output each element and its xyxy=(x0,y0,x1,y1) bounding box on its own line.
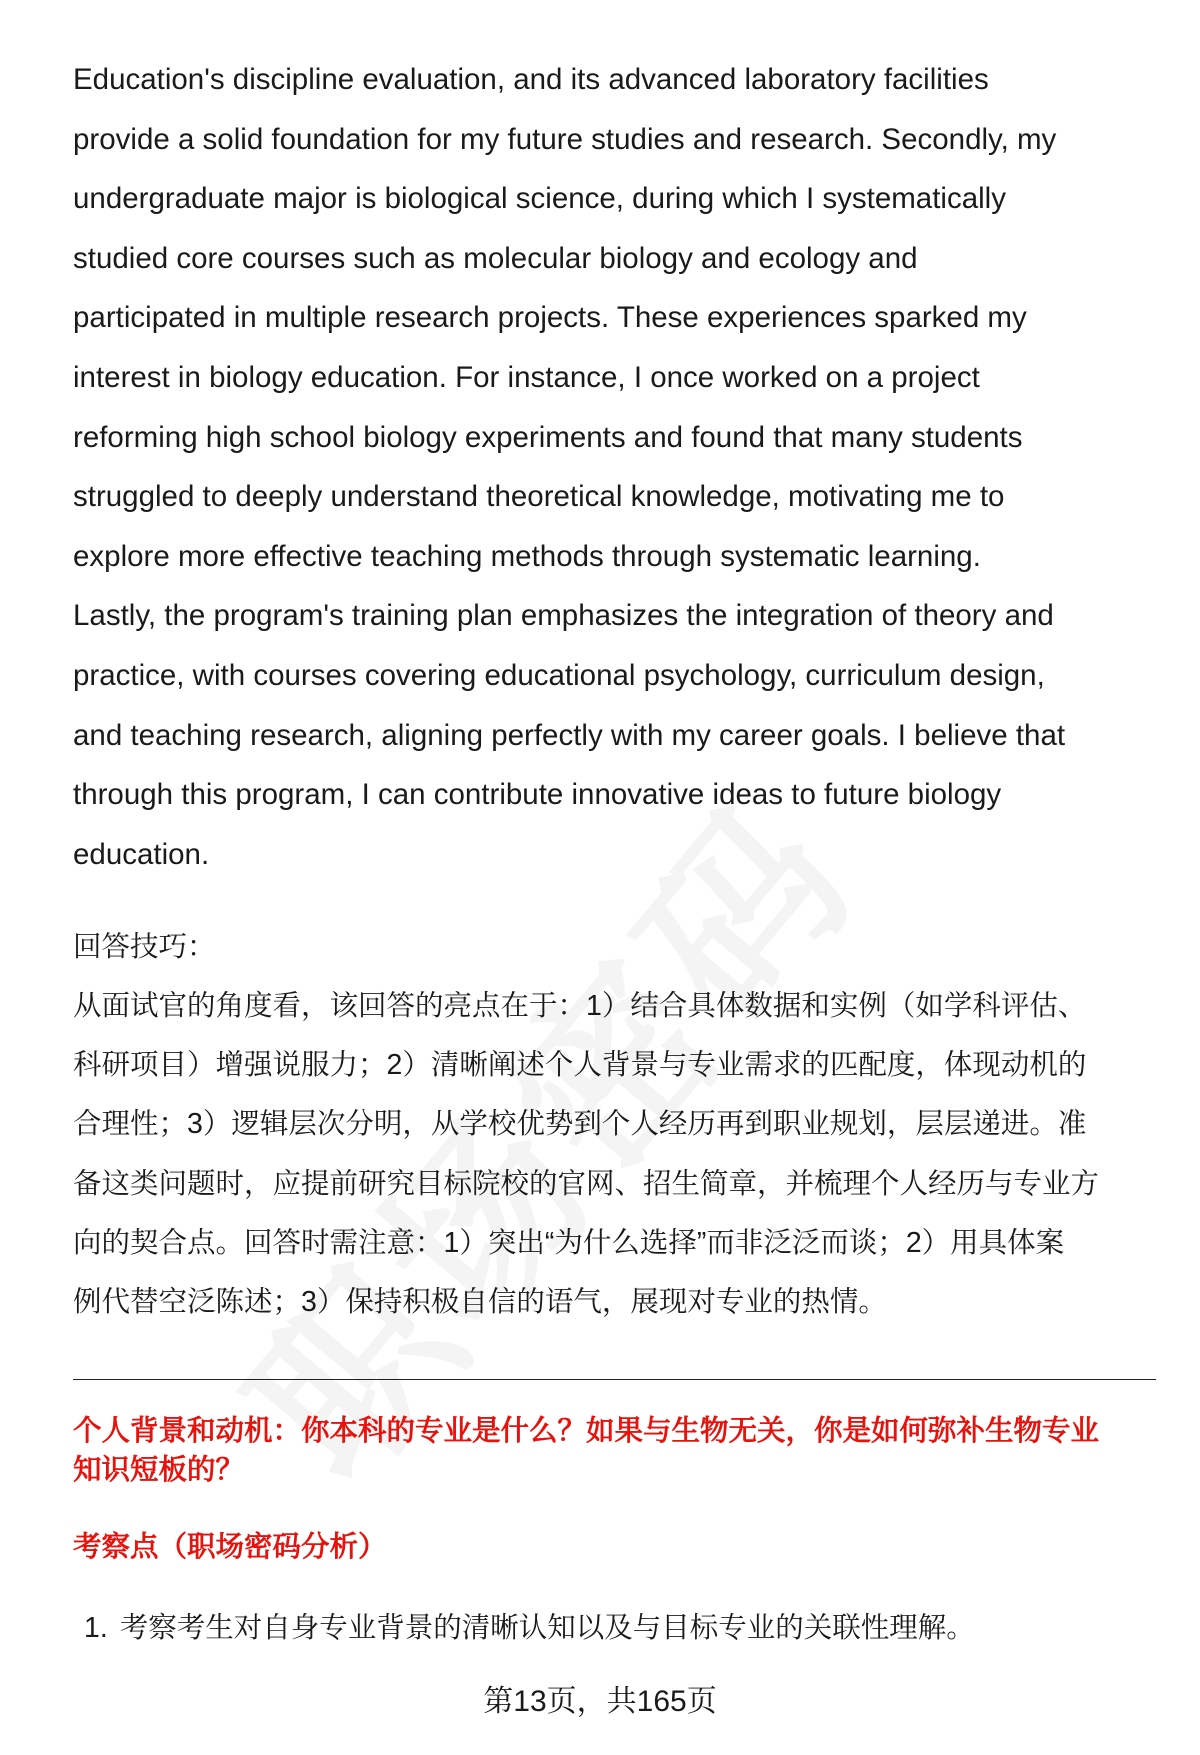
answer-line: through this program, I can contribute innovative ideas to future biology xyxy=(73,778,1002,812)
tips-line: 科研项目）增强说服力；2）清晰阐述个人背景与专业需求的匹配度，体现动机的 xyxy=(73,1049,1087,1082)
question-line: 知识短板的？ xyxy=(73,1454,245,1486)
exam-point-number: 1. xyxy=(84,1612,108,1644)
answer-line: participated in multiple research projects. These experiences sparked my xyxy=(73,301,1027,335)
answer-line: reforming high school biology experiments and found that many students xyxy=(73,420,1023,454)
tips-line: 向的契合点。回答时需注意：1）突出“为什么选择”而非泛泛而谈；2）用具体案 xyxy=(73,1226,1065,1259)
exam-points-title: 考察点（职场密码分析） xyxy=(73,1531,387,1563)
question-line: 个人背景和动机：你本科的专业是什么？如果与生物无关，你是如何弥补生物专业 xyxy=(73,1415,1100,1447)
section-divider xyxy=(73,1379,1156,1380)
answer-line: struggled to deeply understand theoretical knowledge, motivating me to xyxy=(73,480,1005,514)
answer-line: practice, with courses covering educational psychology, curriculum design, xyxy=(73,658,1045,692)
answer-line: Education's discipline evaluation, and its advanced laboratory facilities xyxy=(73,63,989,96)
tips-line: 例代替空泛陈述；3）保持积极自信的语气，展现对专业的热情。 xyxy=(73,1286,887,1319)
tips-label: 回答技巧： xyxy=(73,931,216,963)
answer-line: education. xyxy=(73,837,210,871)
exam-point-text: 考察考生对自身专业背景的清晰认知以及与目标专业的关联性理解。 xyxy=(119,1612,975,1644)
answer-line: undergraduate major is biological science, during which I systematically xyxy=(73,182,1006,216)
answer-line: Lastly, the program's training plan emphasizes the integration of theory and xyxy=(73,599,1054,633)
question-heading xyxy=(73,1412,1163,1490)
tips-line: 从面试官的角度看，该回答的亮点在于：1）结合具体数据和实例（如学科评估、 xyxy=(73,990,1087,1022)
tips-line: 合理性；3）逻辑层次分明，从学校优势到个人经历再到职业规划，层层递进。准 xyxy=(73,1108,1087,1141)
answer-line: studied core courses such as molecular biology and ecology and xyxy=(73,241,918,275)
answer-line: explore more effective teaching methods through systematic learning. xyxy=(73,539,981,573)
answer-line: and teaching research, aligning perfectly with my career goals. I believe that xyxy=(73,718,1066,752)
exam-point-item xyxy=(84,1605,975,1646)
answer-line: interest in biology education. For instance, I once worked on a project xyxy=(73,360,980,394)
answer-paragraph xyxy=(73,50,1163,884)
tips-line: 备这类问题时，应提前研究目标院校的官网、招生简章，并梳理个人经历与专业方 xyxy=(73,1167,1100,1200)
answer-line: provide a solid foundation for my future studies and research. Secondly, my xyxy=(73,122,1057,156)
tips-paragraph xyxy=(73,977,1163,1332)
page-footer: 第13页，共165页 xyxy=(483,1685,717,1718)
